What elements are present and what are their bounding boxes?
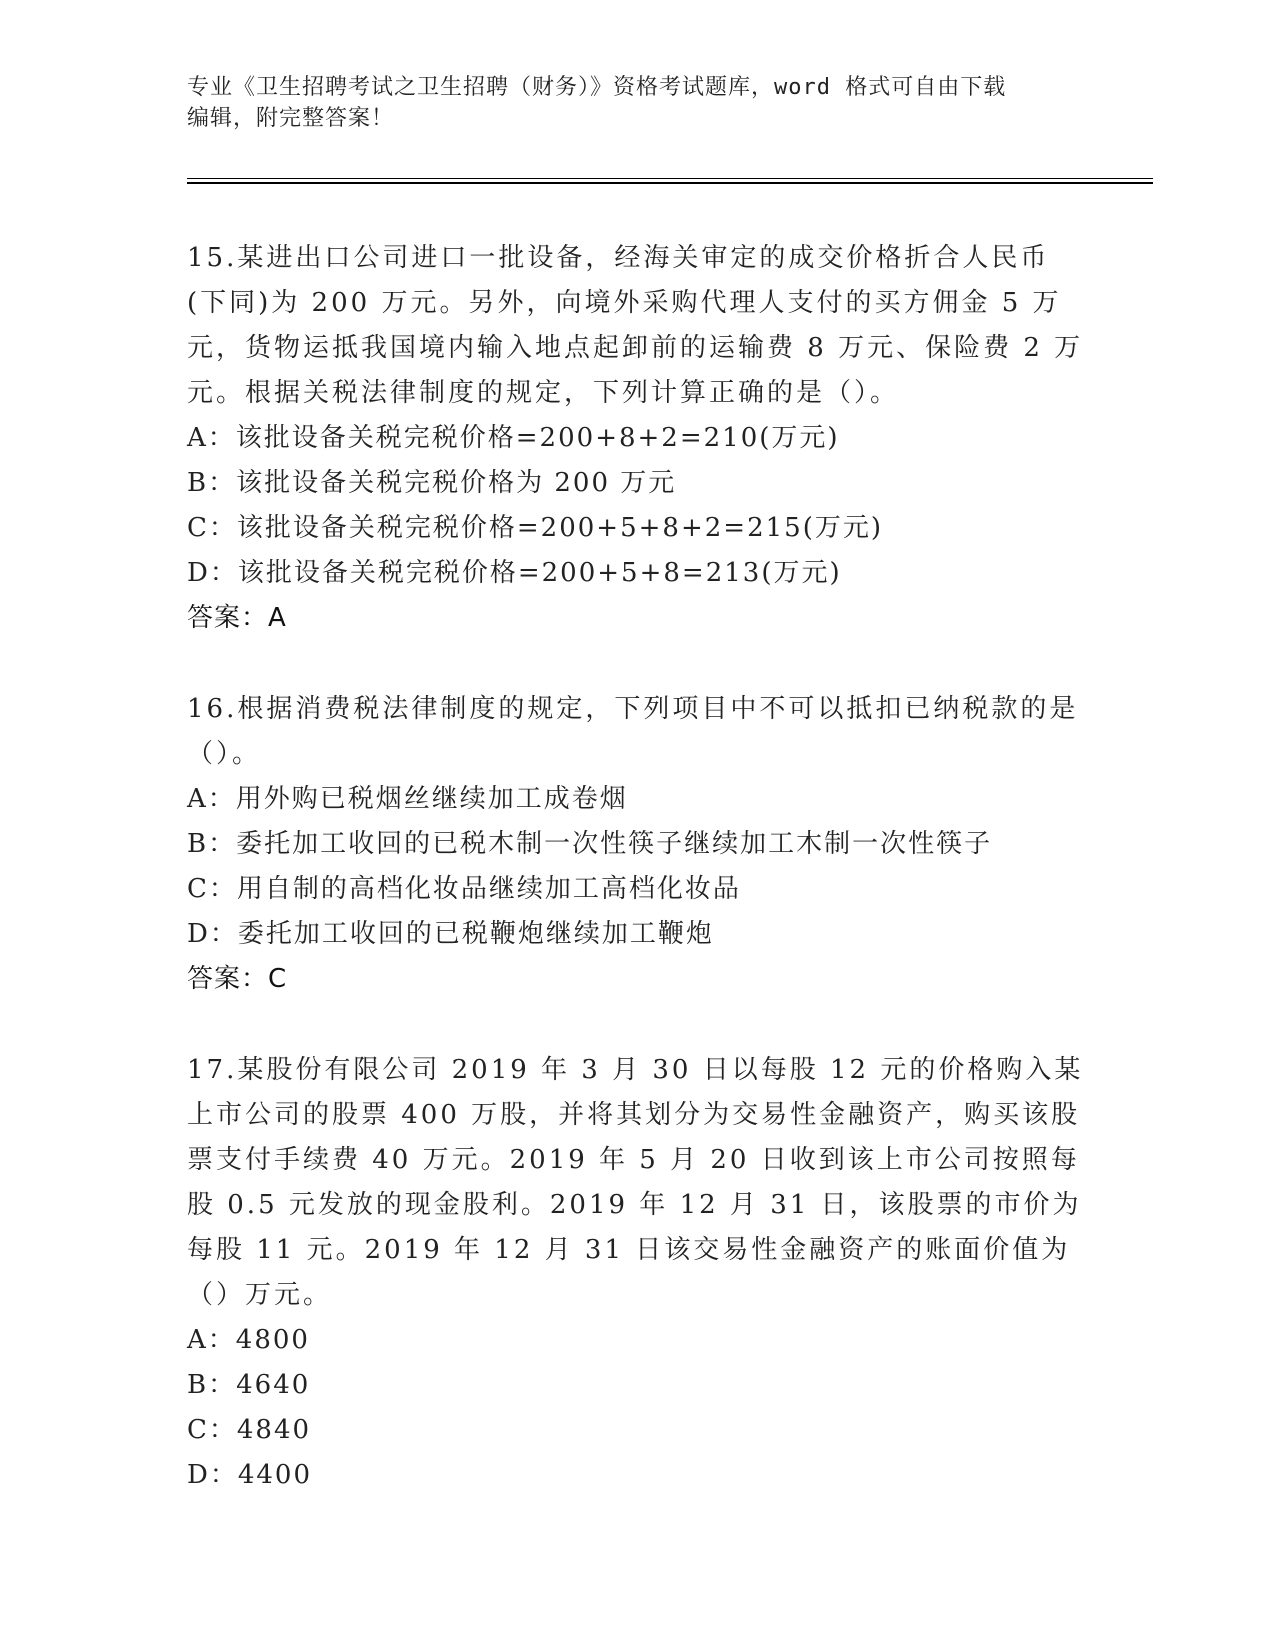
option-d: D：4400 (187, 1460, 313, 1490)
question-15 (187, 236, 1087, 641)
option-a: A：4800 (187, 1325, 310, 1355)
question-17 (187, 1048, 1087, 1498)
question-text: 15.某进出口公司进口一批设备，经海关审定的成交价格折合人民币(下同)为 200 万元。另外，向境外采购代理人支付的买方佣金 5 万元，货物运抵我国境内输入地点起卸前的运输费 8 万元、保险费 2 万元。根据关税法律制度的规定，下列计算正确的是（）。 (187, 243, 1084, 408)
option-c: C：用自制的高档化妆品继续加工高档化妆品 (187, 874, 741, 904)
answer-line: 答案：C (187, 964, 288, 994)
answer-line: 答案：A (187, 603, 287, 633)
header-divider-thick (187, 182, 1153, 184)
option-b: B：该批设备关税完税价格为 200 万元 (187, 468, 677, 498)
option-b: B：委托加工收回的已税木制一次性筷子继续加工木制一次性筷子 (187, 829, 993, 859)
question-16 (187, 687, 1087, 1002)
question-text: 17.某股份有限公司 2019 年 3 月 30 日以每股 12 元的价格购入某上市公司的股票 400 万股，并将其划分为交易性金融资产，购买该股票支付手续费 40 万元。2019 年 5 月 20 日收到该上市公司按照每股 0.5 元发放的现金股利。2019 年 12 月 31 日，该股票的市价为每股 11 元。2019 年 12 月 31 日该交易性金融资产的账面价值为（）万元。 (187, 1055, 1084, 1310)
option-a: A：该批设备关税完税价格=200+8+2=210(万元) (187, 423, 840, 453)
header-line-2: 编辑，附完整答案！ (187, 106, 395, 131)
header-divider-thin (187, 178, 1153, 179)
document-header (187, 72, 1087, 134)
option-d: D：该批设备关税完税价格=200+5+8=213(万元) (187, 558, 842, 588)
question-list (187, 236, 1087, 1544)
option-c: C：4840 (187, 1415, 312, 1445)
option-c: C：该批设备关税完税价格=200+5+8+2=215(万元) (187, 513, 883, 543)
question-text: 16.根据消费税法律制度的规定，下列项目中不可以抵扣已纳税款的是（）。 (187, 694, 1079, 769)
option-a: A：用外购已税烟丝继续加工成卷烟 (187, 784, 628, 814)
option-d: D：委托加工收回的已税鞭炮继续加工鞭炮 (187, 919, 714, 949)
option-b: B：4640 (187, 1370, 311, 1400)
header-line-1: 专业《卫生招聘考试之卫生招聘（财务）》资格考试题库，word 格式可自由下载 (187, 75, 1007, 100)
